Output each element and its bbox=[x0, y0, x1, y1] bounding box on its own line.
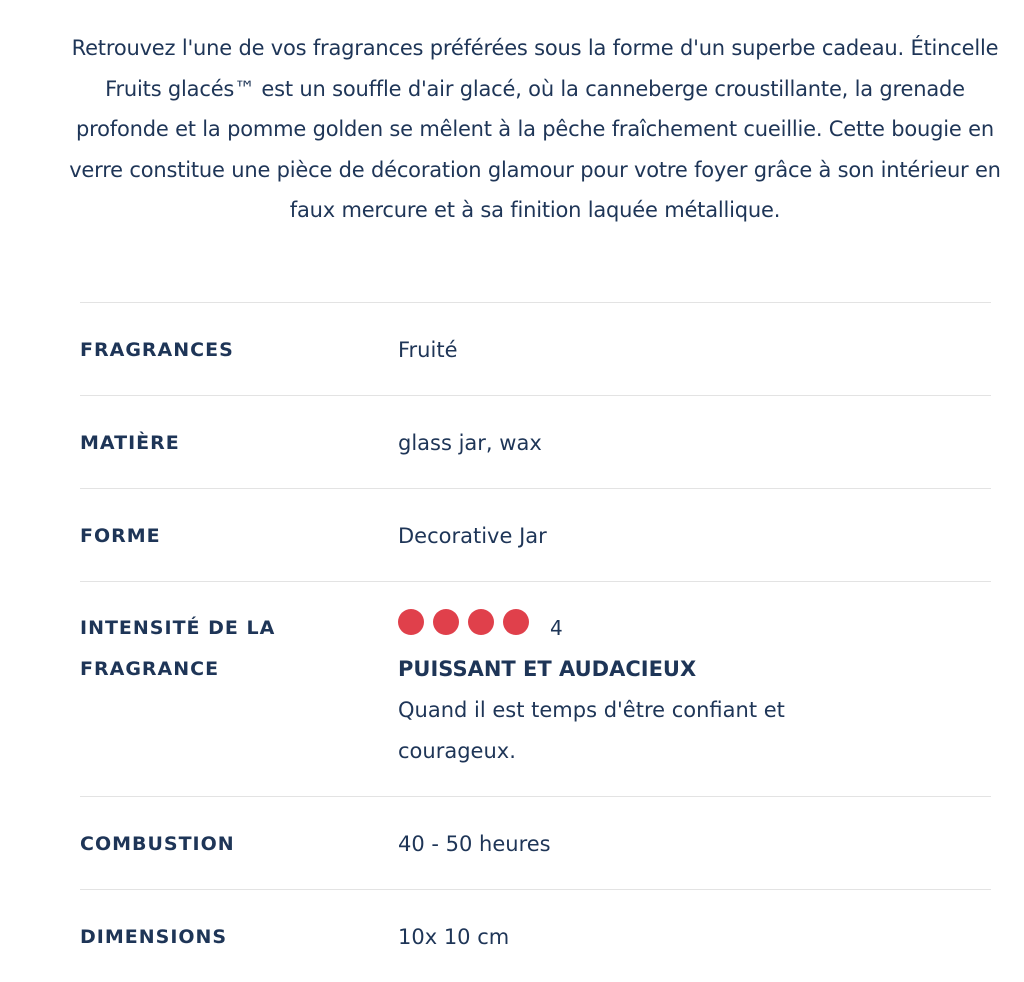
spec-row-matiere bbox=[80, 395, 991, 488]
intensity-title: PUISSANT ET AUDACIEUX bbox=[398, 657, 697, 681]
spec-label-intensite: INTENSITÉ DE LA FRAGRANCE bbox=[80, 617, 276, 680]
spec-row-fragrances bbox=[80, 302, 991, 395]
spec-value-forme: Decorative Jar bbox=[398, 524, 547, 548]
product-specs-table bbox=[80, 302, 991, 982]
intensity-dot bbox=[503, 609, 529, 635]
spec-label-combustion: COMBUSTION bbox=[80, 833, 235, 855]
intensity-meter bbox=[398, 608, 991, 649]
intensity-dot bbox=[398, 609, 424, 635]
intensity-description: Quand il est temps d'être confiant et courageux. bbox=[398, 698, 785, 763]
spec-label-dimensions: DIMENSIONS bbox=[80, 926, 228, 948]
product-description: Retrouvez l'une de vos fragrances préférées sous la forme d'un superbe cadeau. Étincelle Fruits glacés™ est un souffle d'air glacé, où la canneberge croustillante, la grenade profonde et la pomme golden se mêlent à la pêche fraîchement cueillie. Cette bougie en verre constitue une pièce de décoration glamour pour votre foyer grâce à son intérieur en faux mercure et à sa finition laquée métallique. bbox=[69, 36, 1001, 223]
spec-row-combustion bbox=[80, 796, 991, 889]
spec-value-intensite bbox=[398, 608, 991, 796]
spec-label-matiere: MATIÈRE bbox=[80, 432, 180, 454]
spec-value-dimensions: 10x 10 cm bbox=[398, 925, 510, 949]
spec-value-combustion: 40 - 50 heures bbox=[398, 832, 551, 856]
intensity-dots bbox=[398, 608, 538, 649]
spec-value-fragrances: Fruité bbox=[398, 338, 458, 362]
spec-row-forme bbox=[80, 488, 991, 581]
intensity-dot bbox=[468, 609, 494, 635]
spec-row-dimensions bbox=[80, 889, 991, 982]
spec-label-forme: FORME bbox=[80, 525, 161, 547]
intensity-level: 4 bbox=[550, 616, 563, 640]
spec-label-fragrances: FRAGRANCES bbox=[80, 339, 234, 361]
intensity-dot bbox=[433, 609, 459, 635]
spec-value-matiere: glass jar, wax bbox=[398, 431, 542, 455]
spec-row-intensite bbox=[80, 581, 991, 796]
